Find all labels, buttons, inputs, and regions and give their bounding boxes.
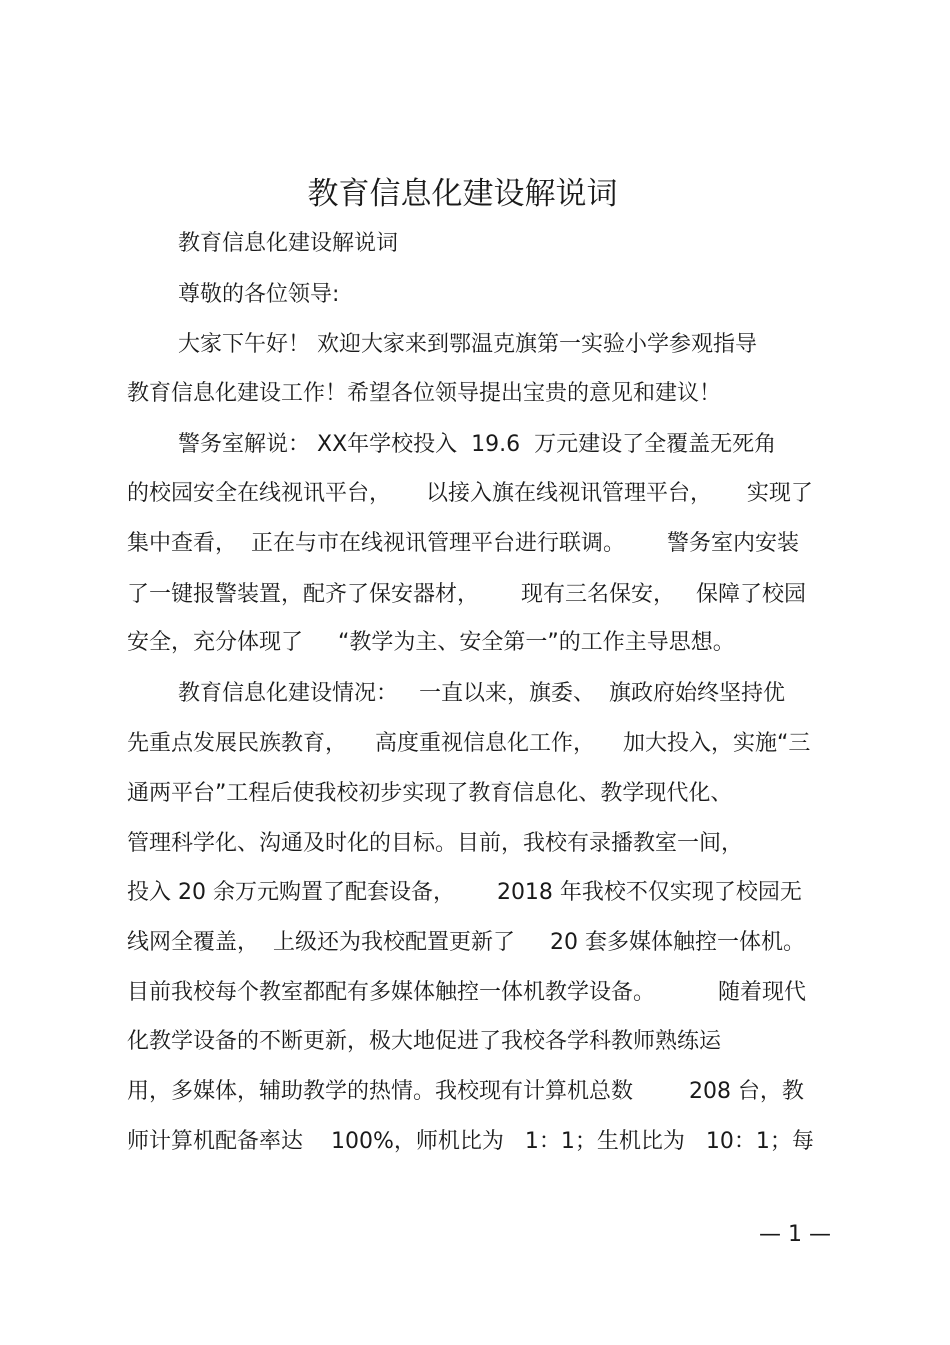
text-line: 先重点发展民族教育， 高度重视信息化工作， 加大投入，实施“三	[127, 731, 811, 756]
text-line: 警务室解说： XX年学校投入 19.6 万元建设了全覆盖无死角	[178, 432, 777, 457]
text-line: 教育信息化建设工作！希望各位领导提出宝贵的意见和建议！	[127, 381, 722, 406]
text-line: 了一键报警装置，配齐了保安器材， 现有三名保安， 保障了校园	[127, 582, 806, 607]
text-line: 投入 20 余万元购置了配套设备， 2018 年我校不仅实现了校园无	[127, 880, 802, 905]
text-line: 安全，充分体现了 “教学为主、安全第一”的工作主导思想。	[127, 630, 735, 655]
subtitle-line: 教育信息化建设解说词	[178, 231, 399, 256]
text-line: 通两平台”工程后使我校初步实现了教育信息化、教学现代化、	[127, 781, 733, 806]
page-number: — 1 —	[759, 1222, 831, 1247]
text-line: 大家下午好！ 欢迎大家来到鄂温克旗第一实验小学参观指导	[178, 332, 757, 357]
document-title: 教育信息化建设解说词	[307, 176, 618, 212]
text-line: 化教学设备的不断更新，极大地促进了我校各学科教师熟练运	[127, 1029, 722, 1054]
text-line: 的校园安全在线视讯平台， 以接入旗在线视讯管理平台， 实现了	[127, 481, 813, 506]
text-line: 集中查看， 正在与市在线视讯管理平台进行联调。 警务室内安装	[127, 531, 799, 556]
text-line: 用，多媒体，辅助教学的热情。我校现有计算机总数 208 台，教	[127, 1079, 804, 1104]
salutation-line: 尊敬的各位领导:	[178, 282, 340, 307]
text-line: 管理科学化、沟通及时化的目标。目前，我校有录播教室一间，	[127, 831, 744, 856]
text-line: 线网全覆盖， 上级还为我校配置更新了 20 套多媒体触控一体机。	[127, 930, 805, 955]
text-line: 教育信息化建设情况： 一直以来，旗委、 旗政府始终坚持优	[178, 681, 785, 706]
text-line: 目前我校每个教室都配有多媒体触控一体机教学设备。 随着现代	[127, 980, 806, 1005]
text-line: 师计算机配备率达 100%，师机比为 1：1；生机比为 10：1；每	[127, 1129, 814, 1154]
